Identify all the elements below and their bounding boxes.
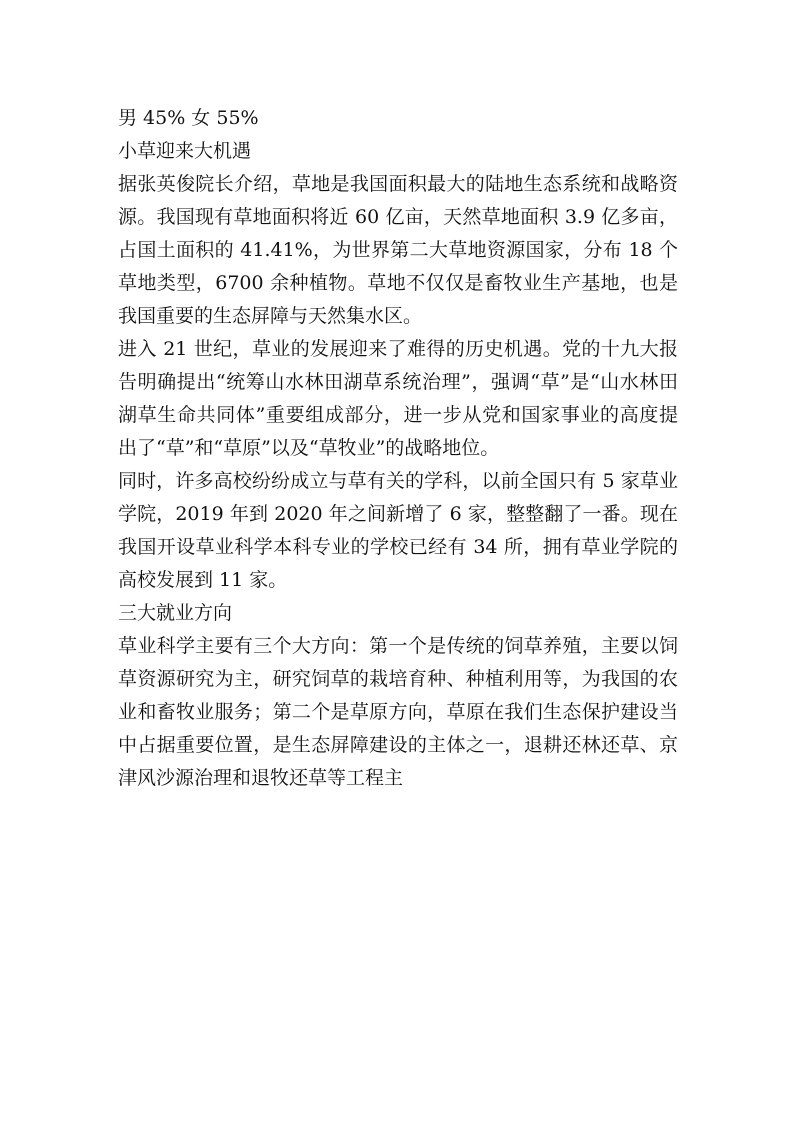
paragraph-universities: 同时，许多高校纷纷成立与草有关的学科，以前全国只有 5 家草业学院，2019 年到 2020 年之间新增了 6 家，整整翻了一番。现在我国开设草业科学本科专业的学校已经有 34 所，拥有草业学院的高校发展到 11 家。 xyxy=(118,470,678,591)
section-heading-career-directions: 三大就业方向 xyxy=(118,602,233,624)
paragraph-21st-century: 进入 21 世纪，草业的发展迎来了难得的历史机遇。党的十九大报告明确提出“统筹山水林田湖草系统治理”，强调“草”是“山水林田湖草生命共同体”重要组成部分，进一步从党和国家事业的高度提出了“草”和“草原”以及“草牧业”的战略地位。 xyxy=(118,338,678,459)
document-body xyxy=(118,102,678,795)
paragraph-grassland-resources: 据张英俊院长介绍，草地是我国面积最大的陆地生态系统和战略资源。我国现有草地面积将近 60 亿亩，天然草地面积 3.9 亿多亩，占国土面积的 41.41%，为世界第二大草地资源国家，分布 18 个草地类型，6700 余种植物。草地不仅仅是畜牧业生产基地，也是我国重要的生态屏障与天然集水区。 xyxy=(118,173,678,327)
paragraph-three-directions: 草业科学主要有三个大方向：第一个是传统的饲草养殖，主要以饲草资源研究为主，研究饲草的栽培育种、种植利用等，为我国的农业和畜牧业服务；第二个是草原方向，草原在我们生态保护建设当中占据重要位置，是生态屏障建设的主体之一，退耕还林还草、京津风沙源治理和退牧还草等工程主 xyxy=(118,635,678,789)
gender-ratio-line: 男 45% 女 55% xyxy=(118,107,259,129)
section-heading-opportunity: 小草迎来大机遇 xyxy=(118,140,252,162)
